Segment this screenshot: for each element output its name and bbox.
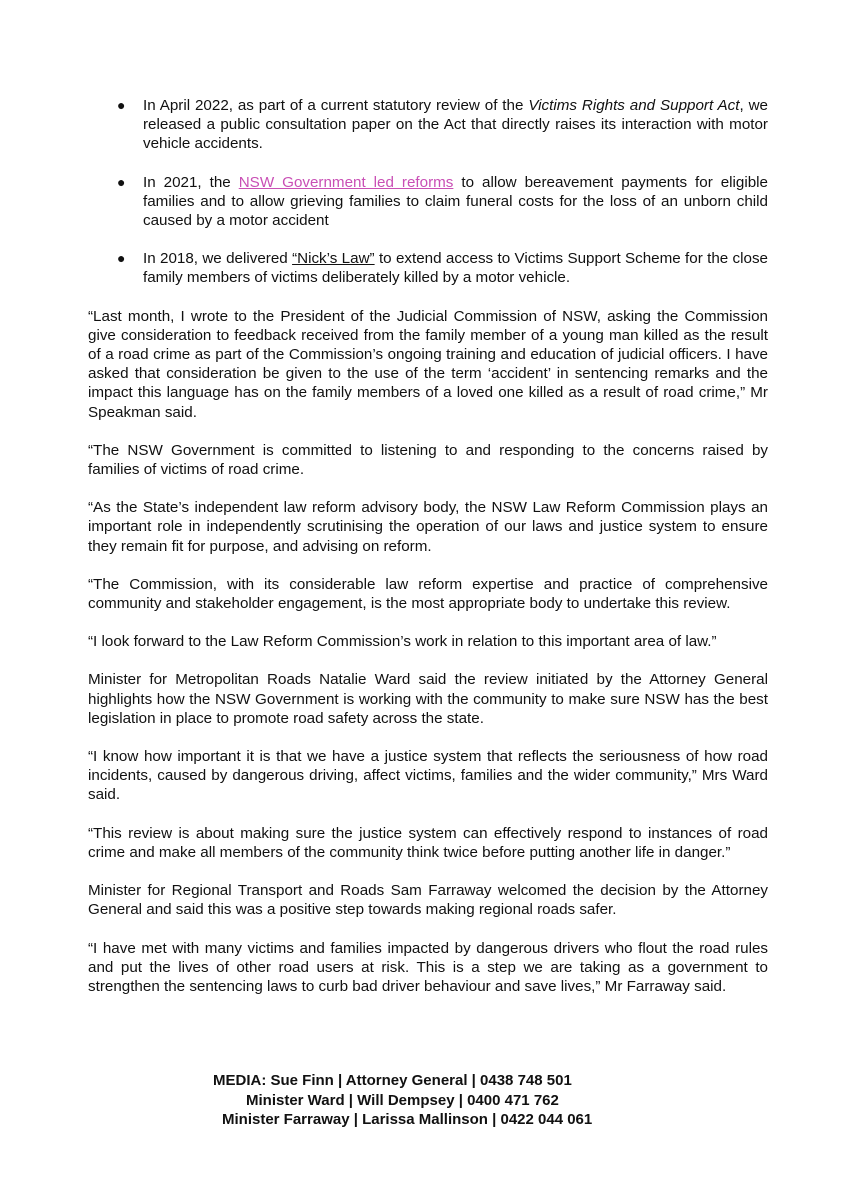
document-body: [88, 96, 768, 1015]
media-contact-line: Minister Farraway | Larissa Mallinson | 0422 044 061: [222, 1111, 593, 1128]
media-contact-line: Minister Ward | Will Dempsey | 0400 471 762: [246, 1091, 559, 1109]
paragraph: “I look forward to the Law Reform Commission’s work in relation to this important area of law.”: [88, 633, 717, 651]
paragraph: “This review is about making sure the justice system can effectively respond to instances of road crime and make all members of the community think twice before putting another life in danger.”: [88, 824, 768, 861]
paragraph: “The NSW Government is committed to listening to and responding to the concerns raised by families of victims of road crime.: [88, 441, 768, 479]
media-contacts: [0, 1071, 849, 1130]
nicks-law-link[interactable]: “Nick’s Law”: [292, 250, 375, 268]
bullet-item-2: ● In 2021, the NSW Government led reforms to allow bereavement payments for eligible families and to allow grieving families to claim funeral costs for the loss of an unborn child caused by a motor accident: [117, 173, 769, 230]
bullet-icon: ●: [117, 173, 126, 190]
act-title: Victims Rights and Support Act: [528, 97, 740, 114]
bullet-icon: ●: [117, 250, 126, 267]
paragraph: “I have met with many victims and families impacted by dangerous drivers who flout the road rules and put the lives of other road users at risk. This is a step we are taking as a government to strengthen the sentencing laws to curb bad driver behaviour and save lives,” Mr Farraway said.: [88, 939, 768, 995]
paragraph: Minister for Metropolitan Roads Natalie Ward said the review initiated by the Attorney General highlights how the NSW Government is working with the community to make sure NSW has the best legislation in place to promote road safety across the state.: [88, 671, 768, 727]
media-contact-line: MEDIA: Sue Finn | Attorney General | 0438 748 501: [213, 1072, 572, 1089]
bullet-item-3: ● In 2018, we delivered “Nick’s Law” to extend access to Victims Support Scheme for the close family members of victims deliberately killed by a motor vehicle.: [117, 250, 769, 287]
bullet-icon: ●: [117, 97, 126, 113]
bullet-item-1: ● In April 2022, as part of a current statutory review of the Victims Rights and Support Act, we released a public consultation paper on the Act that directly raises its interaction with motor vehicle accidents.: [117, 97, 768, 153]
nsw-reforms-link[interactable]: NSW Government led reforms: [238, 173, 454, 191]
paragraph: “The Commission, with its considerable law reform expertise and practice of comprehensive community and stakeholder engagement, is the most appropriate body to undertake this review.: [88, 575, 768, 613]
paragraph: Minister for Regional Transport and Roads Sam Farraway welcomed the decision by the Attorney General and said this was a positive step towards making regional roads safer.: [88, 882, 768, 919]
paragraph: “I know how important it is that we have a justice system that reflects the seriousness of how road incidents, caused by dangerous driving, affect victims, families and the wider community,” Mrs Ward said.: [88, 748, 768, 804]
paragraph: “Last month, I wrote to the President of the Judicial Commission of NSW, asking the Commission give consideration to feedback received from the family member of a young man killed as the result of a road crime as part of the Commission’s ongoing training and education of judicial officers. I have asked that consideration be given to the use of the term ‘accident’ in sentencing remarks and the impact this language has on the family members of a loved one killed as a result of road crime,” Mr Speakman said.: [88, 307, 768, 421]
bullet-list: [88, 96, 768, 288]
paragraph: “As the State’s independent law reform advisory body, the NSW Law Reform Commission plays an important role in independently scrutinising the operation of our laws and justice system to ensure they remain fit for purpose, and advising on reform.: [88, 499, 768, 555]
